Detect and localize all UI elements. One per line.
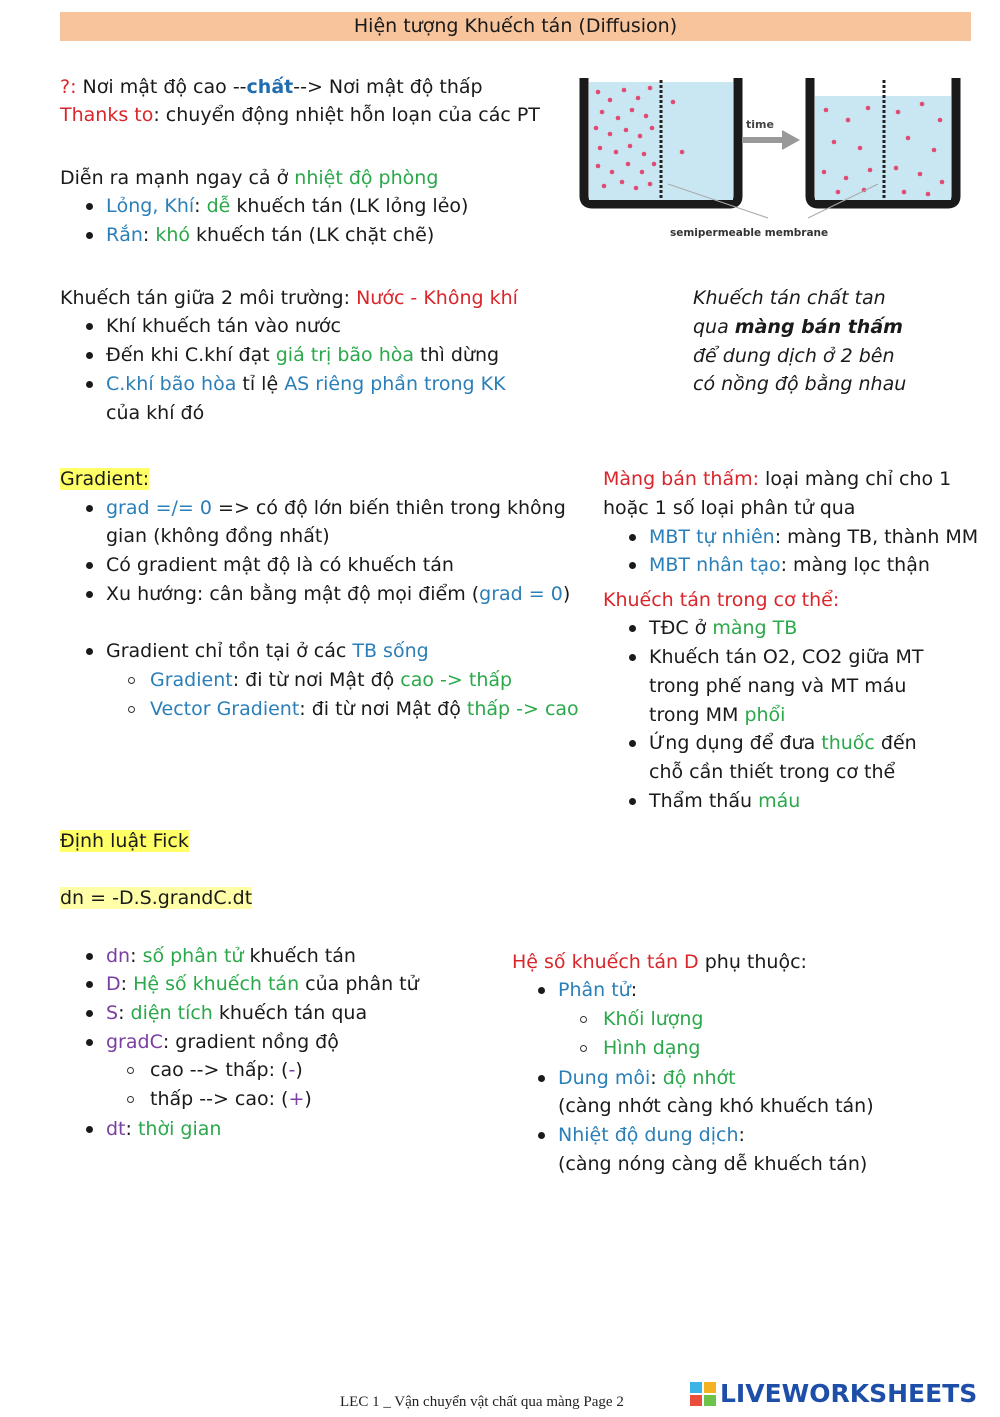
bullet-dot (629, 654, 636, 661)
fick-term-gradC: gradC: gradient nồng độ (106, 1031, 339, 1053)
fick-gradC-sub-2: thấp --> cao: (+) (150, 1088, 312, 1110)
fick-term-D: D: Hệ số khuếch tán của phân tử (106, 973, 419, 995)
bullet-dot (86, 203, 93, 210)
coef-item-solvent-note: (càng nhớt càng khó khuếch tán) (558, 1095, 874, 1117)
diffusion-diagram (578, 72, 968, 244)
coef-heading: Hệ số khuếch tán D phụ thuộc: (512, 951, 807, 973)
fick-heading: Định luật Fick (60, 830, 189, 852)
sub-bullet-circle (127, 1096, 134, 1103)
bullet-dot (538, 1075, 545, 1082)
bullet-dot (629, 798, 636, 805)
coef-item-temperature-note: (càng nóng càng dễ khuếch tán) (558, 1153, 868, 1175)
time-label: time (746, 118, 774, 131)
bullet-dot (86, 505, 93, 512)
figure-caption-2: qua màng bán thấm (693, 316, 903, 338)
fick-term-S: S: diện tích khuếch tán qua (106, 1002, 368, 1024)
coef-item-solvent: Dung môi: độ nhớt (558, 1067, 736, 1089)
liveworksheets-logo (690, 1378, 990, 1410)
coef-sub-shape: Hình dạng (603, 1037, 701, 1059)
sub-bullet-circle (580, 1016, 587, 1023)
sub-bullet-circle (127, 1067, 134, 1074)
body-item-4: Thẩm thấu máu (649, 790, 801, 812)
body-item-2-cont: trong phế nang và MT máu (649, 675, 907, 697)
gradient-sub-2: Vector Gradient: đi từ nơi Mật độ thấp -> cao (150, 698, 579, 720)
body-item-3-cont: chỗ cần thiết trong cơ thể (649, 761, 896, 783)
coef-sub-mass: Khối lượng (603, 1008, 704, 1030)
env-item-1: Khí khuếch tán vào nước (106, 315, 342, 337)
coef-item-temperature: Nhiệt độ dung dịch: (558, 1124, 745, 1146)
gradient-item-1: grad =/= 0 => có độ lớn biến thiên trong không (106, 497, 566, 519)
bullet-dot (86, 953, 93, 960)
figure-caption-4: có nồng độ bằng nhau (693, 373, 907, 395)
env-item-3: C.khí bão hòa tỉ lệ AS riêng phần trong KK (106, 373, 506, 395)
bullet-dot (86, 381, 93, 388)
intro-solid-line: Rắn: khó khuếch tán (LK chặt chẽ) (106, 224, 435, 246)
gradient-item-4: Gradient chỉ tồn tại ở các TB sống (106, 640, 429, 662)
bullet-dot (629, 562, 636, 569)
bullet-dot (86, 232, 93, 239)
bullet-dot (629, 740, 636, 747)
membrane-item-2: MBT nhân tạo: màng lọc thận (649, 554, 930, 576)
bullet-dot (629, 534, 636, 541)
bullet-dot (86, 323, 93, 330)
body-item-2: Khuếch tán O2, CO2 giữa MT (649, 646, 924, 668)
bullet-dot (86, 1126, 93, 1133)
fick-gradC-sub-1: cao --> thấp: (-) (150, 1059, 303, 1081)
bullet-dot (538, 1132, 545, 1139)
page-title: Hiện tượng Khuếch tán (Diffusion) (60, 12, 971, 41)
fick-formula: dn = -D.S.grandC.dt (60, 887, 253, 909)
sub-bullet-circle (128, 706, 135, 713)
bullet-dot (86, 562, 93, 569)
body-item-2-cont2: trong MM phổi (649, 704, 786, 726)
bullet-dot (538, 987, 545, 994)
membrane-heading-cont: hoặc 1 số loại phân tử qua (603, 497, 856, 519)
fick-term-dt: dt: thời gian (106, 1118, 222, 1140)
membrane-heading: Màng bán thấm: loại màng chỉ cho 1 (603, 468, 952, 490)
figure-caption-3: để dung dịch ở 2 bên (693, 345, 895, 367)
bullet-dot (86, 1010, 93, 1017)
coef-item-molecule: Phân tử: (558, 979, 638, 1001)
intro-room-temp-line: Diễn ra mạnh ngay cả ở nhiệt độ phòng (60, 167, 439, 189)
bullet-dot (86, 1039, 93, 1046)
bullet-dot (86, 591, 93, 598)
env-heading: Khuếch tán giữa 2 môi trường: Nước - Không khí (60, 287, 518, 309)
membrane-item-1: MBT tự nhiên: màng TB, thành MM (649, 526, 979, 548)
intro-question-line: ?: Nơi mật độ cao --chất--> Nơi mật độ thấp (60, 76, 483, 98)
fick-term-dn: dn: số phân tử khuếch tán (106, 945, 356, 967)
gradient-item-2: Có gradient mật độ là có khuếch tán (106, 554, 454, 576)
intro-thanks-line: Thanks to: chuyển động nhiệt hỗn loạn của các PT (60, 104, 540, 126)
bullet-dot (86, 352, 93, 359)
gradient-item-1-cont: gian (không đồng nhất) (106, 525, 330, 547)
liveworksheets-logo-text: LIVEWORKSHEETS (720, 1379, 978, 1408)
time-arrow-head (782, 130, 800, 150)
gradient-sub-1: Gradient: đi từ nơi Mật độ cao -> thấp (150, 669, 513, 691)
page-footer: LEC 1 _ Vận chuyển vật chất qua màng Page 2 (340, 1394, 624, 1410)
bullet-dot (629, 625, 636, 632)
body-diffusion-heading: Khuếch tán trong cơ thể: (603, 589, 840, 611)
liveworksheets-logo-icon (690, 1382, 716, 1406)
figure-caption-1: Khuếch tán chất tan (693, 287, 886, 309)
sub-bullet-circle (128, 677, 135, 684)
sub-bullet-circle (580, 1045, 587, 1052)
body-item-1: TĐC ở màng TB (649, 617, 798, 639)
env-item-2: Đến khi C.khí đạt giá trị bão hòa thì dừng (106, 344, 500, 366)
intro-liquid-gas-line: Lỏng, Khí: dễ khuếch tán (LK lỏng lẻo) (106, 195, 469, 217)
bullet-dot (86, 648, 93, 655)
bullet-dot (86, 981, 93, 988)
body-item-3: Ứng dụng để đưa thuốc đến (649, 732, 917, 754)
membrane-label: semipermeable membrane (670, 227, 829, 239)
gradient-item-3: Xu hướng: cân bằng mật độ mọi điểm (grad = 0) (106, 583, 571, 605)
env-item-3-cont: của khí đó (106, 402, 205, 424)
gradient-heading: Gradient: (60, 468, 150, 490)
